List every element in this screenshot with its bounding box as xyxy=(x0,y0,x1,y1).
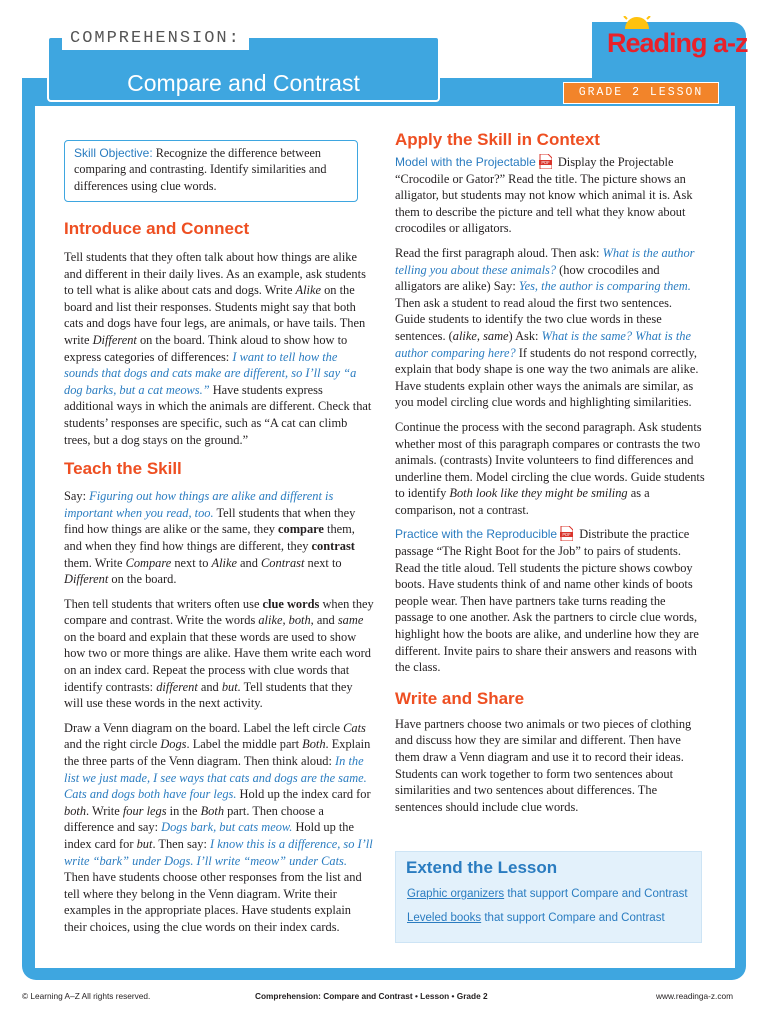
graphic-organizers-link[interactable]: Graphic organizers that support Compare and Contrast xyxy=(407,888,688,900)
leveled-books-link[interactable]: Leveled books that support Compare and Contrast xyxy=(407,912,665,924)
section-label: COMPREHENSION: xyxy=(62,28,249,50)
logo-text: Reading a-z xyxy=(607,28,748,58)
grade-label: GRADE 2 LESSON xyxy=(578,86,704,99)
skill-objective-box xyxy=(64,140,358,202)
model-projectable-label: Model with the Projectable xyxy=(395,155,536,169)
teach-paragraph-3: Draw a Venn diagram on the board. Label the left circle Cats and the right circle Dogs. Label the middle part Both. Explain the three parts of the Venn diagram. Then think aloud: In the list we just made, I see ways that cats and dogs are the same. Cats and dogs both have four legs. Hold up the index card for both. Write four legs in the Both part. Then choose a difference and say: Dogs bark, but cats meow. Hold up the index card for but. Then say: I know this is a difference, so I’ll write “bark” under Dogs. I’ll write “meow” under Cats. Then have students choose other responses from the list and tell where they belong in the Venn diagram. Write their examples in the appropriate places. Have students explain their choices, using the clue words on their index cards. xyxy=(64,720,373,934)
footer-title: Comprehension: Compare and Contrast • Lesson • Grade 2 xyxy=(255,991,488,1001)
apply-paragraph-1: Model with the Projectable PDF Display the Projectable “Crocodile or Gator?” Read the title. The picture shows an alligator, but students may not know which animal it is. Ask them to describe the picture and tell what they know about crocodiles or alligators. xyxy=(395,155,693,236)
write-heading: Write and Share xyxy=(395,688,525,708)
apply-heading: Apply the Skill in Context xyxy=(395,130,600,149)
svg-text:PDF: PDF xyxy=(562,532,571,538)
footer-url[interactable]: www.readinga-z.com xyxy=(656,991,734,1001)
practice-reproducible-label: Practice with the Reproducible xyxy=(395,527,558,542)
extend-heading: Extend the Lesson xyxy=(406,858,558,877)
teach-heading: Teach the Skill xyxy=(64,459,182,479)
page-title: Compare and Contrast xyxy=(127,70,360,96)
apply-paragraph-4: Practice with the Reproducible PDF Distribute the practice passage “The Right Boot for the Job” to pairs of students. Read the title aloud. Tell students the picture shows cowboy boots. Have students think of and name other kinds of boots people wear. Then have partners take turns reading the passage to one another. Ask the partners to circle clue words, highlight how the boots are alike, and underline how they are different. Invite pairs to share their answers and reasons with the class. xyxy=(395,527,699,675)
apply-paragraph-3: Continue the process with the second paragraph. Ask students whether most of this paragraph compares or contrasts the two animals. (contrasts) Invite volunteers to find differences and underline them. Model circling the clue words. Guide students to identify Both look like they might be smiling as a comparison, not a contrast. xyxy=(395,419,705,517)
footer-copyright: © Learning A–Z All rights reserved. xyxy=(22,991,151,1001)
skill-objective-text: Recognize the difference between comparing and contrasting. Identify similarities and differences using clue words. xyxy=(74,146,327,193)
svg-text:PDF: PDF xyxy=(541,160,550,166)
write-paragraph: Have partners choose two animals or two pieces of clothing and discuss how they are similar and different. Then have them draw a Venn diagram and use it to record their ideas. Students can work together to form two sentences about similarities and two sentences about differences. The sentences should include clue words. xyxy=(395,716,692,814)
apply-paragraph-2: Read the first paragraph aloud. Then ask: What is the author telling you about these animals? (how crocodiles and alligators are alike) Say: Yes, the author is comparing them. Then ask a student to read aloud the first two sentences. Guide students to identify the two clue words in these sentences. (alike, same) Ask: What is the same? What is the author comparing here? If students do not respond correctly, explain that body shape is one way the two animals are alike. Have students explain other ways the animals are similar, as you model circling clue words and highlighting similarities. xyxy=(395,245,699,410)
introduce-heading: Introduce and Connect xyxy=(64,219,250,238)
left-column xyxy=(64,218,374,944)
right-column xyxy=(395,129,705,823)
reading-az-logo[interactable] xyxy=(607,22,748,66)
teach-paragraph-1: Say: Figuring out how things are alike and different is important when you read, too. Tell students that when they find how things are alike or the same, they compare them, and when they find how things are different, they contrast them. Write Compare next to Alike and Contrast next to Different on the board. xyxy=(64,489,356,587)
introduce-paragraph: Tell students that they often talk about how things are alike and different in their daily lives. As an example, ask students to tell what is alike about cats and dogs. Write Alike on the board and list their responses. Students might say that both cats and dogs have four legs, are animals, or have tails. Then write Different on the board. Think aloud to show how to express categories of differences: I want to tell how the sounds that dogs and cats make are different, so I’ll say “a dog barks, but a cat meows.” Have students express additional ways in which the animals are different. Check that students’ responses are specific, such as “A cat can climb trees, but a dog stays on the ground.” xyxy=(64,250,372,447)
pdf-icon[interactable] xyxy=(560,526,573,541)
pdf-icon[interactable] xyxy=(539,154,552,169)
skill-objective-label: Skill Objective: xyxy=(74,146,153,160)
teach-paragraph-2: Then tell students that writers often use clue words when they compare and contrast. Write the words alike, both, and same on the board and explain that these words are used to show how two or more things are alike. Have them write each word on an index card. Repeat the process with clue words that identify contrasts: different and but. Tell students that they will use these words in the next activity. xyxy=(64,596,374,711)
